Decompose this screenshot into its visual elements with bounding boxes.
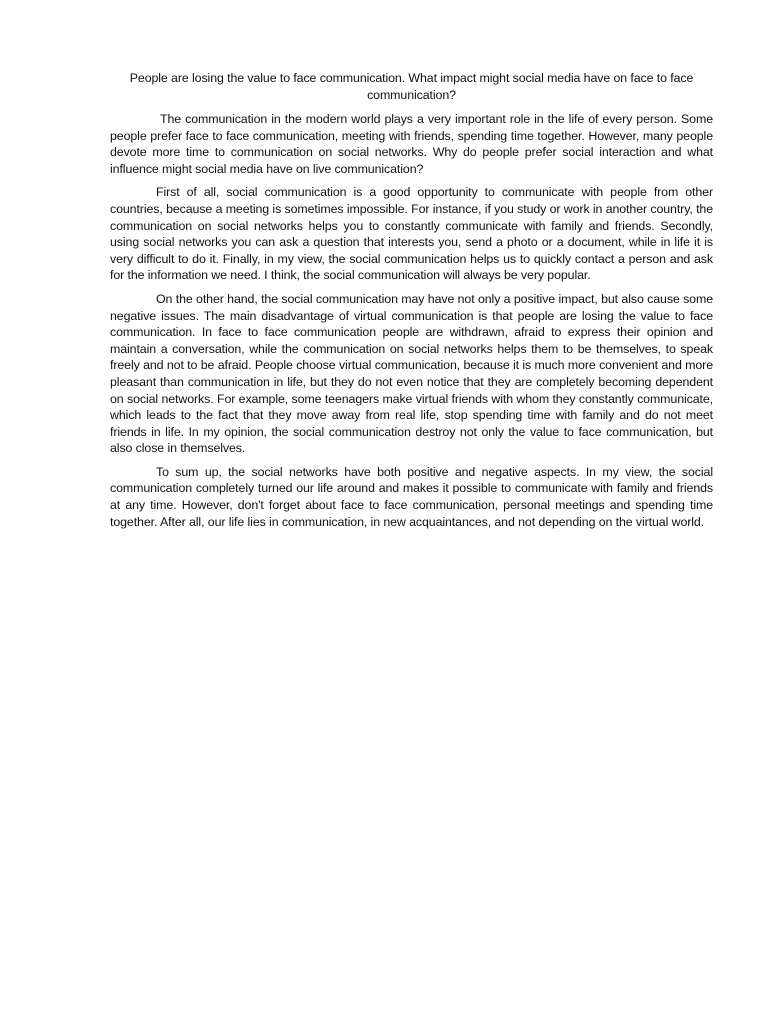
document-page <box>110 70 713 537</box>
paragraph-intro: The communication in the modern world plays a very important role in the life of every person. Some people prefer face to face communication, meeting with friends, spending time together. However, many people devote more time to communication on social networks. Why do people prefer social interaction and what influence might social media have on live communication? <box>110 112 713 176</box>
paragraph-advantages: First of all, social communication is a good opportunity to communicate with people from other countries, because a meeting is sometimes impossible. For instance, if you study or work in another country, the communication on social networks helps you to constantly communicate with family and friends. Secondly, using social networks you can ask a question that interests you, send a photo or a document, while in life it is very difficult to do it. Finally, in my view, the social communication helps us to quickly contact a person and ask for the information we need. I think, the social communication will always be very popular. <box>110 185 713 283</box>
paragraph-disadvantages: On the other hand, the social communication may have not only a positive impact, but also cause some negative issues. The main disadvantage of virtual communication is that people are losing the value to face communication. In face to face communication people are withdrawn, afraid to express their opinion and maintain a conversation, while the communication on social networks helps them to be themselves, to speak freely and not to be afraid. People choose virtual communication, because it is much more convenient and more pleasant than communication in life, but they do not even notice that they are completely becoming dependent on social networks. For example, some teenagers make virtual friends with whom they constantly communicate, which leads to the fact that they move away from real life, stop spending time with family and do not meet friends in life. In my opinion, the social communication destroy not only the value to face communication, but also close in themselves. <box>110 291 713 456</box>
paragraph-conclusion: To sum up, the social networks have both positive and negative aspects. In my view, the social communication completely turned our life around and makes it possible to communicate with family and friends at any time. However, don't forget about face to face communication, personal meetings and spending time together. After all, our life lies in communication, in new acquaintances, and not depending on the virtual world. <box>110 464 713 529</box>
document-title: People are losing the value to face communication. What impact might social media have on face to face communication? <box>129 71 694 102</box>
